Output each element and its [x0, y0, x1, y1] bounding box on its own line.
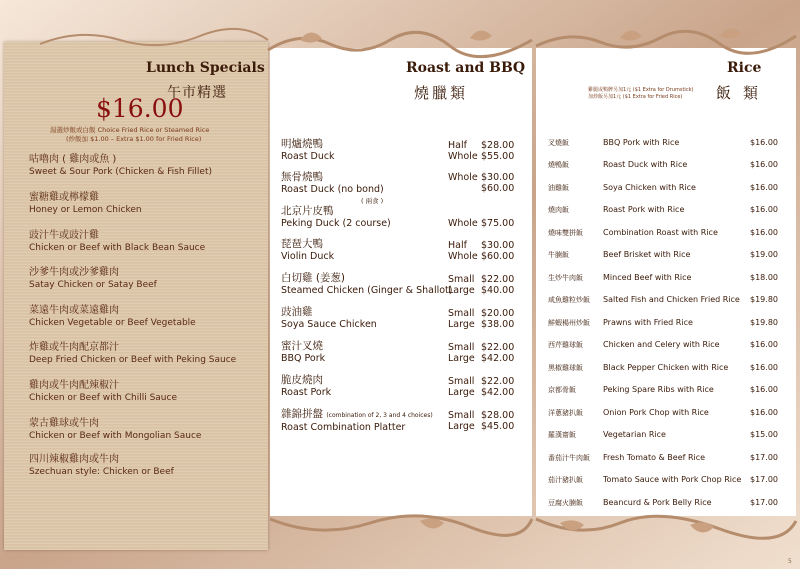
rice-item: 黑椒雞球飯 Black Pepper Chicken with Rice $16.00	[548, 363, 778, 372]
fried-rice-note: 加炒飯另加1元 ($1 Extra for Fried Rice)	[588, 94, 683, 100]
roast-item: 無骨燒鴨 Roast Duck (no bond)	[281, 171, 384, 195]
roast-bbq-title-cn: 燒臘類	[414, 84, 469, 102]
rice-item: 鮮蝦楊州炒飯 Prawns with Fried Rice $19.80	[548, 318, 778, 327]
lunch-item: 蜜糖雞或檸檬雞 Honey or Lemon Chicken	[29, 192, 142, 215]
roast-item-prices: Half $30.00 Whole $60.00	[448, 240, 515, 262]
rice-title: Rice	[727, 60, 762, 76]
lunch-item: 菜遠牛肉或菜遠雞肉 Chicken Vegetable or Beef Vegetable	[29, 305, 196, 328]
roast-item: 明爐燒鴨 Roast Duck	[281, 138, 335, 162]
roast-item-prices: Half $28.00 Whole $55.00	[448, 140, 515, 162]
rice-item: 番茄汁牛肉飯 Fresh Tomato & Beef Rice $17.00	[548, 453, 778, 462]
rice-item: 燒肉飯 Roast Pork with Rice $16.00	[548, 205, 778, 214]
roast-bbq-title: Roast and BBQ	[406, 60, 526, 76]
roast-item-prices: Small $20.00 Large $38.00	[448, 308, 515, 330]
drumstick-note: 雞腿或鴨髀另加1元 ($1 Extra for Drumstick)	[588, 87, 694, 93]
roast-item: 豉油雞 Soya Sauce Chicken	[281, 306, 377, 330]
top-ribbon-ornament	[0, 0, 800, 60]
rice-item: 燒味雙拼飯 Combination Roast with Rice $16.00	[548, 228, 778, 237]
half-chicken-note: ( 兩食 )	[361, 197, 384, 205]
rice-item: 西芹雞球飯 Chicken and Celery with Rice $16.00	[548, 340, 778, 349]
lunch-item: 蒙古雞球或牛肉 Chicken or Beef with Mongolian Sauce	[29, 418, 202, 441]
lunch-rice-note: 湯選炒飯或白飯 Choice Fried Rice or Steamed Rice	[50, 126, 210, 134]
rice-item: 洋蔥豬扒飯 Onion Pork Chop with Rice $16.00	[548, 408, 778, 417]
rice-item: 茄汁豬扒飯 Tomato Sauce with Pork Chop Rice $17.00	[548, 475, 778, 484]
lunch-item: 炸雞或牛肉配京都汁 Deep Fried Chicken or Beef with Peking Sauce	[29, 342, 237, 365]
rice-title-cn: 飯類	[716, 84, 771, 102]
lunch-item: 豉汁牛或豉汁雞 Chicken or Beef with Black Bean Sauce	[29, 230, 206, 253]
rice-item: 咸魚雞粒炒飯 Salted Fish and Chicken Fried Rice $19.80	[548, 295, 778, 304]
roast-item: 雜錦拼盤 (combination of 2, 3 and 4 choices) Roast Combination Platter	[281, 408, 433, 433]
lunch-specials-title: Lunch Specials	[146, 60, 265, 76]
roast-item: 脆皮燒肉 Roast Pork	[281, 374, 332, 398]
roast-item: 北京片皮鴨 Peking Duck (2 course)	[281, 205, 391, 229]
bottom-ribbon-ornament	[0, 505, 800, 569]
lunch-item: 四川辣椒雞肉或牛肉 Szechuan style: Chicken or Beef	[29, 454, 174, 477]
roast-item-prices: Small $22.00 Large $40.00	[448, 274, 515, 296]
roast-item-prices: Small $28.00 Large $45.00	[448, 410, 515, 432]
rice-item: 羅漢齋飯 Vegetarian Rice $15.00	[548, 430, 778, 439]
roast-item-prices: Whole $75.00	[448, 218, 515, 229]
page-number: 5	[788, 558, 792, 565]
roast-item-prices: Small $22.00 Large $42.00	[448, 376, 515, 398]
lunch-specials-price: $16.00	[96, 94, 184, 123]
rice-item: 生炒牛肉飯 Minced Beef with Rice $18.00	[548, 273, 778, 282]
roast-item: 白切雞 (姜葱) Steamed Chicken (Ginger & Shallot)	[281, 272, 453, 296]
rice-item: 油雞飯 Soya Chicken with Rice $16.00	[548, 183, 778, 192]
roast-item-prices: Small $22.00 Large $42.00	[448, 342, 515, 364]
lunch-item: 咕嚕肉 ( 雞肉或魚 ) Sweet & Sour Pork (Chicken & Fish Fillet)	[29, 154, 212, 177]
roast-item-prices: Whole $30.00 $60.00	[448, 172, 515, 194]
lunch-item: 雞肉或牛肉配辣椒汁 Chicken or Beef with Chilli Sauce	[29, 380, 177, 403]
roast-item: 琵琶大鴨 Violin Duck	[281, 238, 335, 262]
rice-item: 豆腐火腩飯 Beancurd & Pork Belly Rice $17.00	[548, 498, 778, 507]
rice-item: 燒鴨飯 Roast Duck with Rice $16.00	[548, 160, 778, 169]
lunch-item: 沙爹牛肉或沙爹雞肉 Satay Chicken or Satay Beef	[29, 267, 157, 290]
rice-item: 牛腩飯 Beef Brisket with Rice $19.00	[548, 250, 778, 259]
rice-item: 叉燒飯 BBQ Pork with Rice $16.00	[548, 138, 778, 147]
lunch-fried-rice-note: (炒飯加 $1.00 – Extra $1.00 for Fried Rice)	[66, 135, 202, 143]
roast-item: 蜜汁叉燒 BBQ Pork	[281, 340, 326, 364]
rice-item: 京都骨飯 Peking Spare Ribs with Rice $16.00	[548, 385, 778, 394]
lunch-specials-title-cn: 午市精選	[167, 85, 227, 101]
